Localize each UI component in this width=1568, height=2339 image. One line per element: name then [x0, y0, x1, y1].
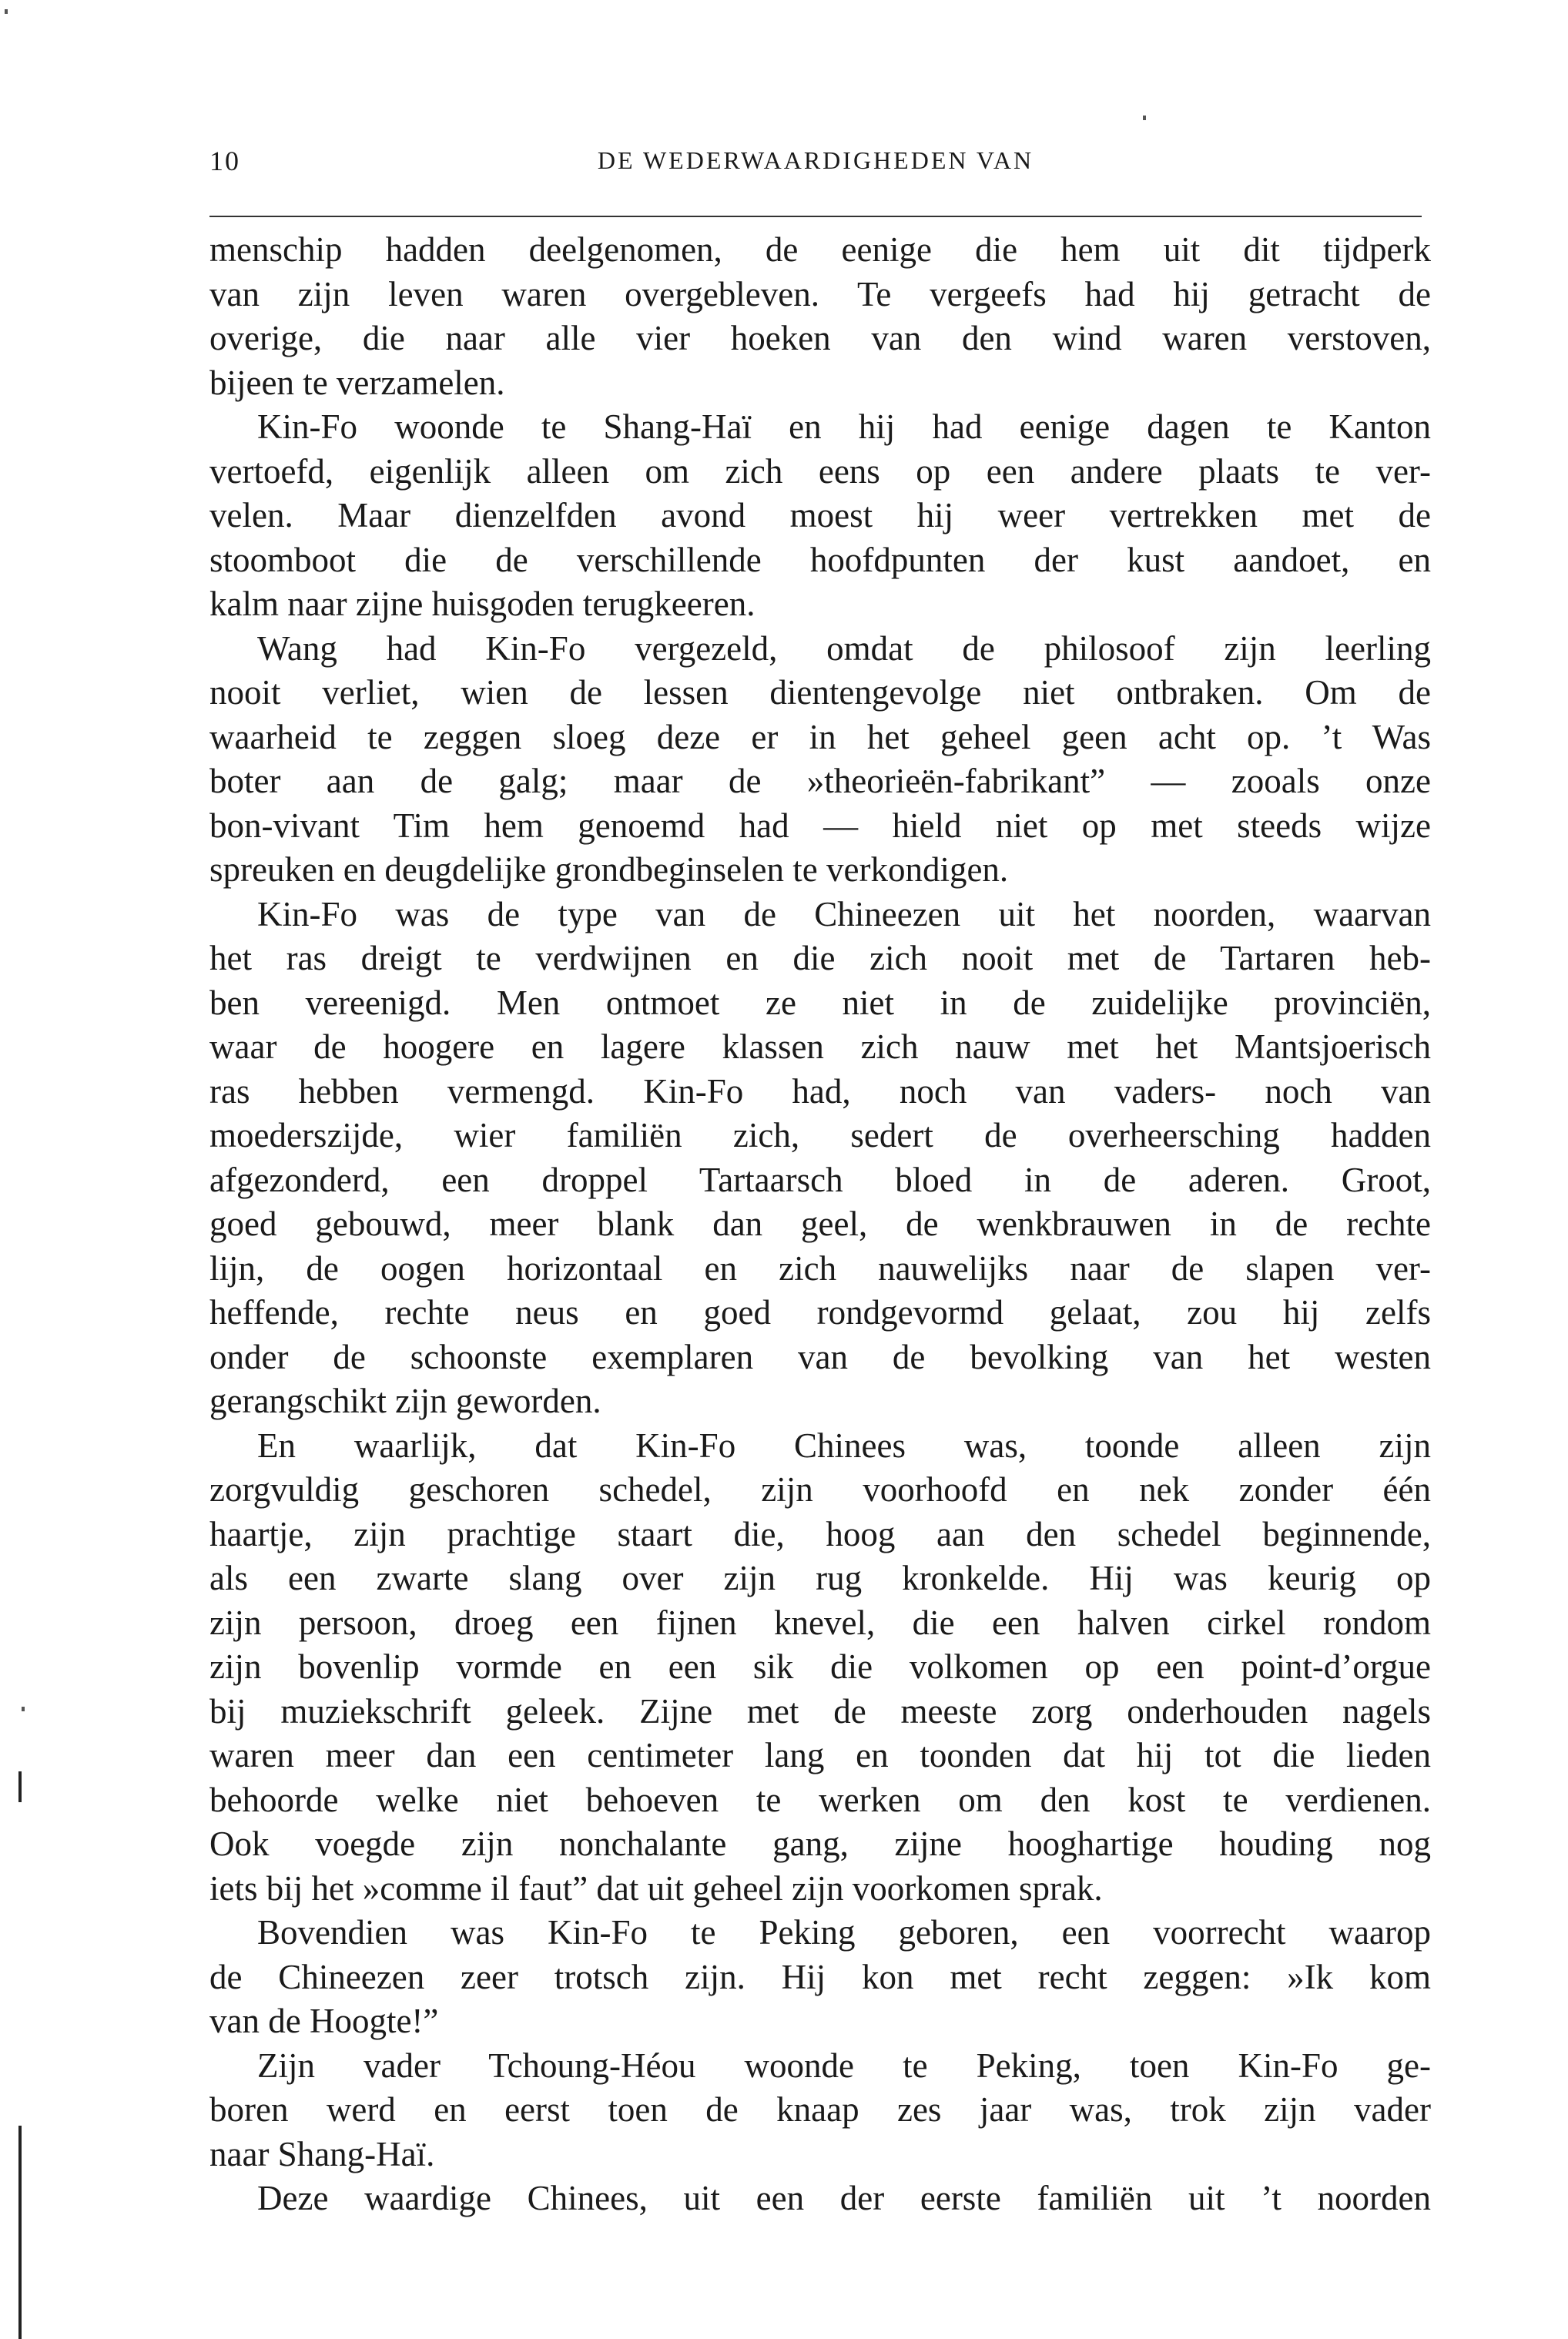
text-line: onder de schoonste exemplaren van de bevolking van het westen [209, 1337, 1431, 1376]
text-line: haartje, zijn prachtige staart die, hoog aan den schedel beginnende, [209, 1514, 1431, 1553]
text-line: naar Shang-Haï. [209, 2134, 435, 2173]
binding-edge-mark [18, 1771, 22, 1802]
text-line: bon-vivant Tim hem genoemd had — hield niet op met steeds wijze [209, 806, 1431, 845]
text-line: waar de hoogere en lagere klassen zich nauw met het Mantsjoerisch [209, 1027, 1431, 1066]
scan-speck [22, 1707, 25, 1711]
text-line: Ook voegde zijn nonchalante gang, zijne hooghartige houding nog [209, 1825, 1431, 1863]
page-number: 10 [209, 146, 240, 176]
text-line: Kin-Fo was de type van de Chineezen uit het noorden, waarvan [257, 894, 1431, 933]
text-line: Wang had Kin-Fo vergezeld, omdat de philosoof zijn leerling [257, 628, 1431, 668]
text-line: zorgvuldig geschoren schedel, zijn voorhoofd en nek zonder één [209, 1470, 1431, 1509]
text-line: waarheid te zeggen sloeg deze er in het geheel geen acht op. ’t Was [209, 717, 1431, 756]
text-line: als een zwarte slang over zijn rug kronkelde. Hij was keurig op [209, 1559, 1431, 1597]
text-line: bij muziekschrift geleek. Zijne met de meeste zorg onderhouden nagels [209, 1691, 1431, 1731]
text-line: vertoefd, eigenlijk alleen om zich eens op een andere plaats te ver- [209, 451, 1431, 491]
binding-edge-mark [18, 2126, 22, 2339]
text-line: boter aan de galg; maar de »theorieën-fabrikant” — zooals onze [209, 762, 1431, 800]
text-line: Zijn vader Tchoung-Héou woonde te Peking, toen Kin-Fo ge- [257, 2046, 1431, 2085]
text-line: van de Hoogte!” [209, 2002, 439, 2040]
scan-speck [1143, 116, 1146, 120]
text-line: waren meer dan een centimeter lang en toonden dat hij tot die lieden [209, 1736, 1431, 1774]
text-line: spreuken en deugdelijke grondbeginselen te verkondigen. [209, 850, 1009, 889]
text-line: Kin-Fo woonde te Shang-Haï en hij had eenige dagen te Kanton [257, 407, 1431, 446]
running-title: DE WEDERWAARDIGHEDEN VAN [597, 146, 1034, 174]
text-line: stoomboot die de verschillende hoofdpunten der kust aandoet, en [209, 540, 1431, 579]
text-line: goed gebouwd, meer blank dan geel, de wenkbrauwen in de rechte [209, 1205, 1431, 1243]
scan-speck [5, 9, 8, 14]
text-line: En waarlijk, dat Kin-Fo Chinees was, toonde alleen zijn [257, 1426, 1431, 1465]
text-line: overige, die naar alle vier hoeken van den wind waren verstoven, [209, 319, 1431, 357]
header-rule [209, 216, 1422, 217]
text-line: behoorde welke niet behoeven te werken om den kost te verdienen. [209, 1780, 1431, 1819]
text-line: gerangschikt zijn geworden. [209, 1382, 601, 1420]
text-line: ben vereenigd. Men ontmoet ze niet in de zuidelijke provinciën, [209, 983, 1431, 1022]
text-line: lijn, de oogen horizontaal en zich nauwelijks naar de slapen ver- [209, 1248, 1431, 1288]
text-line: afgezonderd, een droppel Tartaarsch bloed in de aderen. Groot, [209, 1160, 1431, 1199]
text-line: Deze waardige Chinees, uit een der eerste familiën uit ’t noorden [257, 2179, 1431, 2217]
text-line: heffende, rechte neus en goed rondgevormd gelaat, zou hij zelfs [209, 1293, 1431, 1332]
text-line: ras hebben vermengd. Kin-Fo had, noch van vaders- noch van [209, 1071, 1431, 1111]
text-line: nooit verliet, wien de lessen dientengevolge niet ontbraken. Om de [209, 673, 1431, 712]
text-line: boren werd en eerst toen de knaap zes jaar was, trok zijn vader [209, 2090, 1431, 2129]
text-line: het ras dreigt te verdwijnen en die zich nooit met de Tartaren heb- [209, 939, 1431, 977]
text-line: iets bij het »comme il faut” dat uit geheel zijn voorkomen sprak. [209, 1868, 1103, 1908]
text-line: moederszijde, wier familiën zich, sedert de overheersching hadden [209, 1116, 1431, 1154]
text-line: menschip hadden deelgenomen, de eenige die hem uit dit tijdperk [209, 230, 1431, 269]
text-line: zijn bovenlip vormde en een sik die volkomen op een point-d’orgue [209, 1647, 1431, 1686]
text-line: de Chineezen zeer trotsch zijn. Hij kon met recht zeggen: »Ik kom [209, 1957, 1431, 1996]
text-line: Bovendien was Kin-Fo te Peking geboren, een voorrecht waarop [257, 1913, 1431, 1952]
text-line: zijn persoon, droeg een fijnen knevel, die een halven cirkel rondom [209, 1603, 1431, 1642]
body-text [209, 228, 1431, 2221]
text-line: velen. Maar dienzelfden avond moest hij weer vertrekken met de [209, 496, 1431, 534]
text-line: van zijn leven waren overgebleven. Te vergeefs had hij getracht de [209, 274, 1431, 313]
text-line: kalm naar zijne huisgoden terugkeeren. [209, 585, 756, 623]
running-head [209, 145, 1422, 180]
text-line: bijeen te verzamelen. [209, 363, 505, 402]
